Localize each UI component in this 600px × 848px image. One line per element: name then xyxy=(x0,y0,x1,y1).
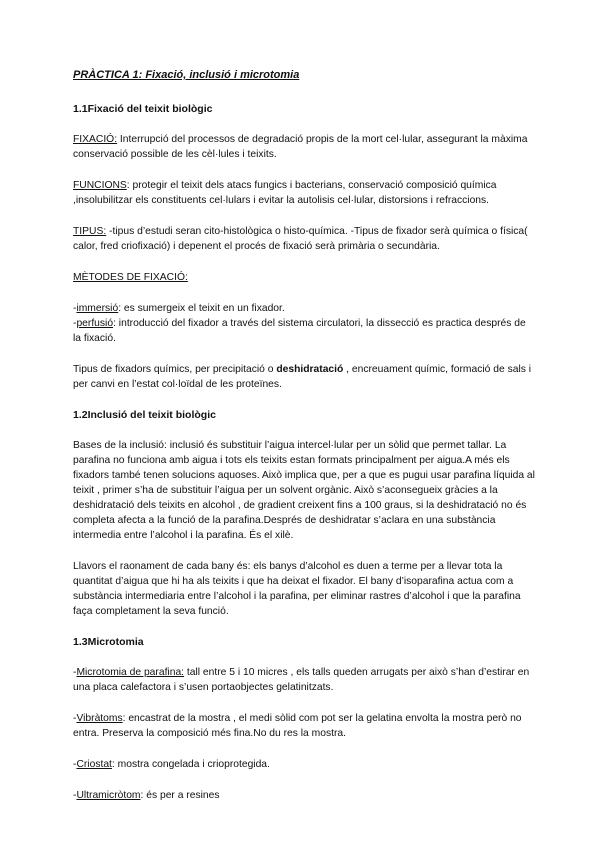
section-heading-inclusio: 1.2Inclusió del teixit biològic xyxy=(73,409,216,421)
list-dash: - xyxy=(73,303,77,314)
term-vibratoms: Vibràtoms xyxy=(76,713,123,724)
text-immersio: : es sumergeix el teixit en un fixador. xyxy=(118,303,285,314)
paragraph-inclusio-raonament: Llavors el raonament de cada bany és: els banys d’alcohol es duen a terme per a llevar tota la quantitat d’aigua que hi ha als teixits i que ha deixat el fixador. El bany d’isoparafina actua com a substància intermediaria entre l’alcohol i la parafina, per eliminar rastres d’alcohol i que la parafina faça completament la seva funció. xyxy=(73,561,521,617)
paragraph-fixacio xyxy=(73,132,535,162)
text-perfusio: : introducció del fixador a través del sistema circulatori, la dissecció es practica després de la fixació. xyxy=(73,318,526,344)
paragraph-funcions xyxy=(73,178,535,208)
list-dash: - xyxy=(73,790,77,801)
text-tipus: -tipus d’estudi seran cito-histològica o histo-química. -Tipus de fixador serà química o física( calor, fred criofixació) i depenent el procés de fixació serà primària o secundària. xyxy=(73,226,528,252)
list-dash: - xyxy=(73,713,77,724)
metodes-heading: MÈTODES DE FIXACIÓ: xyxy=(73,272,188,283)
paragraph-vibratoms xyxy=(73,711,535,741)
paragraph-ultramicrotom xyxy=(73,788,535,803)
text-fixacio: Interrupció del processos de degradació propis de la mort cel·lular, assegurant la màxima conservació possible de les cèl·lules i teixits. xyxy=(73,134,528,160)
text-ultramicrotom: : és per a resines xyxy=(140,790,220,801)
list-dash: - xyxy=(73,759,77,770)
list-dash: - xyxy=(73,667,77,678)
term-microtomia-parafina: Microtomia de parafina: xyxy=(76,667,185,678)
term-immersio: immersió xyxy=(76,303,119,314)
paragraph-immersio xyxy=(73,301,535,316)
paragraph-criostat xyxy=(73,757,535,772)
paragraph-microtomia-parafina xyxy=(73,665,535,695)
section-heading-fixacio: 1.1Fixació del teixit biològic xyxy=(73,103,213,115)
text-microtomia-parafina: tall entre 5 i 10 micres , els talls queden arrugats per això s’han d’estirar en una placa calefactora i s’usen portaobjectes gelatinitzats. xyxy=(73,667,530,693)
paragraph-perfusio xyxy=(73,316,535,346)
term-perfusio: perfusió xyxy=(76,318,114,329)
term-criostat: Criostat xyxy=(76,759,112,770)
term-deshidratacio: deshidratació xyxy=(276,364,344,375)
text-tipus-fixadors-a: Tipus de fixadors químics, per precipitació o xyxy=(73,364,277,375)
term-fixacio: FIXACIÓ: xyxy=(73,134,118,145)
text-funcions: : protegir el teixit dels atacs fungics i bacterians, conservació composició química ,insolubilitzar els constituents cel·lulars i evitar la autolisis cel·lular, distorsions i refraccions. xyxy=(73,180,497,206)
term-tipus: TIPUS: xyxy=(73,226,107,237)
term-funcions: FUNCIONS xyxy=(73,180,127,191)
text-vibratoms: : encastrat de la mostra , el medi sòlid com pot ser la gelatina envolta la mostra però no entra. Preserva la composició més fina.No du res la mostra. xyxy=(73,713,522,739)
paragraph-tipus-fixadors xyxy=(73,362,535,392)
term-ultramicrotom: Ultramicròtom xyxy=(76,790,141,801)
text-criostat: : mostra congelada i crioprotegida. xyxy=(111,759,270,770)
paragraph-inclusio-bases: Bases de la inclusió: inclusió és substituir l’aigua intercel·lular per un sòlid que permet tallar. La parafina no funciona amb aigua i tots els teixits estan formats principalment per aigua.A més els fixadors també tenen solucions aquoses. Això implica que, per a que es pugui usar parafina líquida al teixit , primer s’ha de substituir l’aigua per un solvent orgànic. Això s’aconsegueix gràcies a la deshidratació dels teixits en alcohol , de gradient creixent fins a 100 graus, si la deshidratació no és completa afecta a la funció de la parafina.Després de deshidratar s’aclara en una substància intermedia entre l’alcohol i la parafina. És el xilè. xyxy=(73,440,535,541)
document-title: PRÀCTICA 1: Fixació, inclusió i microtomia xyxy=(73,69,300,81)
section-heading-microtomia: 1.3Microtomia xyxy=(73,636,144,648)
paragraph-tipus xyxy=(73,224,535,254)
text-tipus-fixadors-b: , encreuament químic, formació de sals i per canvi en l’estat col·loïdal de les proteïnes. xyxy=(73,364,532,390)
list-dash: - xyxy=(73,318,77,329)
document-page xyxy=(73,68,535,819)
